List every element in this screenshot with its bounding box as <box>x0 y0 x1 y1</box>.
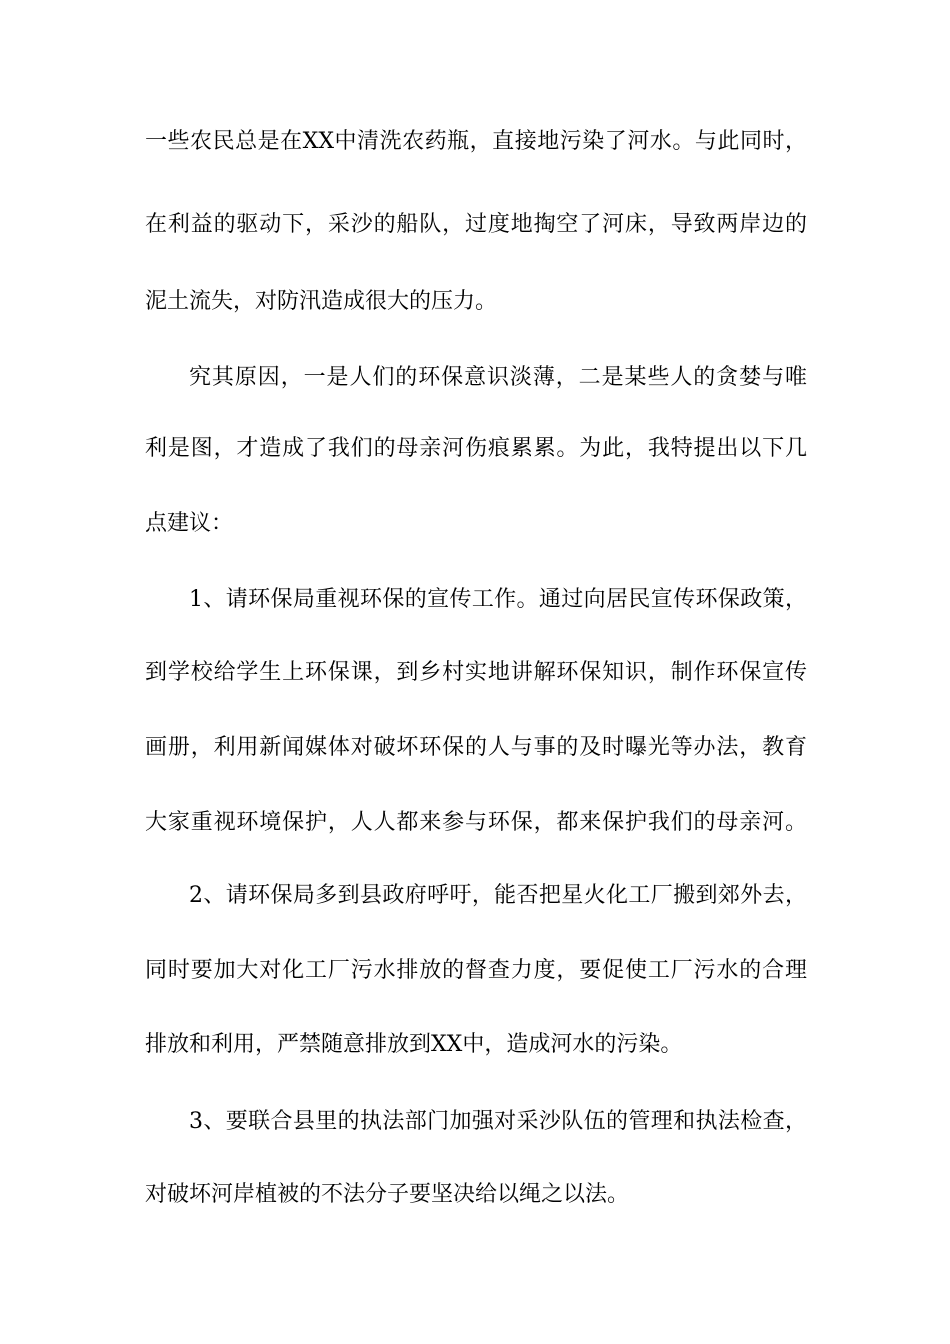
text-line: 到学校给学生上环保课，到乡村实地讲解环保知识，制作环保宣传 <box>145 660 807 685</box>
text-line: 同时要加大对化工厂污水排放的督查力度，要促使工厂污水的合理 <box>145 958 807 983</box>
text-line: 画册，利用新闻媒体对破坏环保的人与事的及时曝光等办法，教育 <box>145 735 807 760</box>
text-line: 对破坏河岸植被的不法分子要坚决给以绳之以法。 <box>145 1182 630 1207</box>
text-line: 点建议： <box>145 511 234 536</box>
text-line: 大家重视环境保护，人人都来参与环保，都来保护我们的母亲河。 <box>145 810 807 835</box>
text-line: 泥土流失，对防汛造成很大的压力。 <box>145 289 498 314</box>
text-line: 利是图，才造成了我们的母亲河伤痕累累。为此，我特提出以下几 <box>145 436 807 461</box>
text-line: 一些农民总是在XX中清洗农药瓶，直接地污染了河水。与此同时， <box>145 129 807 154</box>
paragraph-first-line: 究其原因，一是人们的环保意识淡薄，二是某些人的贪婪与唯 <box>189 365 807 390</box>
paragraph-first-line: 2、请环保局多到县政府呼吁，能否把星火化工厂搬到郊外去， <box>189 883 807 908</box>
paragraph-first-line: 3、要联合县里的执法部门加强对采沙队伍的管理和执法检查， <box>189 1109 807 1134</box>
text-line: 排放和利用，严禁随意排放到XX中，造成河水的污染。 <box>145 1032 683 1057</box>
text-line: 在利益的驱动下，采沙的船队，过度地掏空了河床，导致两岸边的 <box>145 212 807 237</box>
paragraph-first-line: 1、请环保局重视环保的宣传工作。通过向居民宣传环保政策， <box>189 587 807 612</box>
